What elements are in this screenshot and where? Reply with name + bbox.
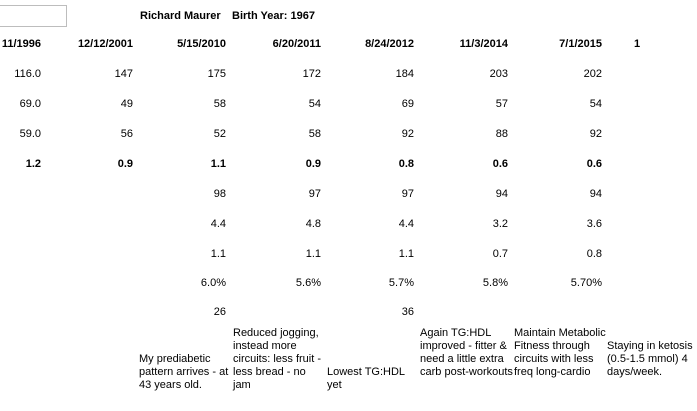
table-cell[interactable]: 4.4 — [398, 218, 414, 230]
table-cell[interactable]: 97 — [308, 188, 321, 200]
table-cell[interactable]: 172 — [302, 68, 321, 80]
table-cell[interactable]: 94 — [495, 188, 508, 200]
column-header[interactable]: 11/3/2014 — [459, 38, 508, 50]
table-cell[interactable]: 59.0 — [19, 128, 41, 140]
table-cell[interactable]: 36 — [401, 306, 414, 318]
column-header[interactable]: 8/24/2012 — [365, 38, 414, 50]
person-name: Richard Maurer — [140, 10, 221, 22]
table-cell[interactable]: 147 — [114, 68, 133, 80]
table-cell[interactable]: 3.6 — [586, 218, 602, 230]
table-cell[interactable]: 56 — [120, 128, 133, 140]
table-cell[interactable]: 0.6 — [492, 158, 508, 170]
table-cell[interactable]: 52 — [213, 128, 226, 140]
table-cell[interactable]: 0.8 — [398, 158, 414, 170]
note-cell-text: Staying in ketosis (0.5-1.5 mmol) 4 days/week. — [607, 340, 693, 378]
column-header[interactable]: 1 — [634, 38, 641, 50]
table-cell[interactable]: 1.1 — [210, 158, 226, 170]
table-cell[interactable]: 69 — [401, 98, 414, 110]
note-cell[interactable]: My prediabetic pattern arrives - at 43 years old. — [139, 353, 229, 391]
table-cell[interactable]: 5.7% — [388, 277, 414, 289]
table-cell[interactable]: 4.4 — [210, 218, 226, 230]
table-cell[interactable]: 5.70% — [570, 277, 602, 289]
birth-year-label: Birth Year: 1967 — [232, 10, 315, 22]
table-cell[interactable]: 1.1 — [305, 248, 321, 260]
note-cell[interactable] — [607, 340, 693, 379]
table-cell[interactable]: 1.1 — [398, 248, 414, 260]
table-cell[interactable]: 94 — [589, 188, 602, 200]
table-cell[interactable]: 92 — [589, 128, 602, 140]
note-cell[interactable]: Reduced jogging, instead more circuits: less fruit - less bread - no jam — [233, 327, 322, 391]
table-cell[interactable]: 1.2 — [25, 158, 41, 170]
column-header[interactable]: 7/1/2015 — [559, 38, 602, 50]
table-cell[interactable]: 0.8 — [586, 248, 602, 260]
table-cell[interactable]: 49 — [120, 98, 133, 110]
table-cell[interactable]: 3.2 — [492, 218, 508, 230]
note-cell[interactable]: Again TG:HDL improved - fitter & need a little extra carb post-workouts — [420, 327, 513, 378]
table-cell[interactable]: 203 — [489, 68, 508, 80]
table-cell[interactable]: 58 — [308, 128, 321, 140]
column-header[interactable]: 6/20/2011 — [272, 38, 321, 50]
column-header[interactable]: 11/1996 — [1, 38, 41, 50]
table-cell[interactable]: 69.0 — [19, 98, 41, 110]
table-cell[interactable]: 97 — [401, 188, 414, 200]
table-cell[interactable]: 4.8 — [305, 218, 321, 230]
table-cell[interactable]: 92 — [401, 128, 414, 140]
table-cell[interactable]: 57 — [495, 98, 508, 110]
table-cell[interactable]: 116.0 — [14, 68, 41, 80]
table-cell[interactable]: 5.6% — [295, 277, 321, 289]
name-box[interactable] — [0, 5, 67, 27]
table-cell[interactable]: 0.7 — [492, 248, 508, 260]
table-cell[interactable]: 26 — [213, 306, 226, 318]
table-cell[interactable]: 184 — [395, 68, 414, 80]
table-cell[interactable]: 88 — [495, 128, 508, 140]
table-cell[interactable]: 98 — [213, 188, 226, 200]
table-cell[interactable]: 0.9 — [117, 158, 133, 170]
table-cell[interactable]: 58 — [213, 98, 226, 110]
table-cell[interactable]: 0.9 — [305, 158, 321, 170]
table-cell[interactable]: 54 — [308, 98, 321, 110]
table-cell[interactable]: 54 — [589, 98, 602, 110]
table-cell[interactable]: 202 — [583, 68, 602, 80]
column-header[interactable]: 12/12/2001 — [77, 38, 133, 50]
column-header[interactable]: 5/15/2010 — [177, 38, 226, 50]
table-cell[interactable]: 0.6 — [586, 158, 602, 170]
table-cell[interactable]: 6.0% — [200, 277, 226, 289]
table-cell[interactable]: 1.1 — [210, 248, 226, 260]
note-cell[interactable]: Maintain Metabolic Fitness through circuits with less freq long-cardio — [514, 327, 606, 378]
note-cell[interactable]: Lowest TG:HDL yet — [327, 366, 405, 391]
table-cell[interactable]: 175 — [207, 68, 226, 80]
table-cell[interactable]: 5.8% — [482, 277, 508, 289]
